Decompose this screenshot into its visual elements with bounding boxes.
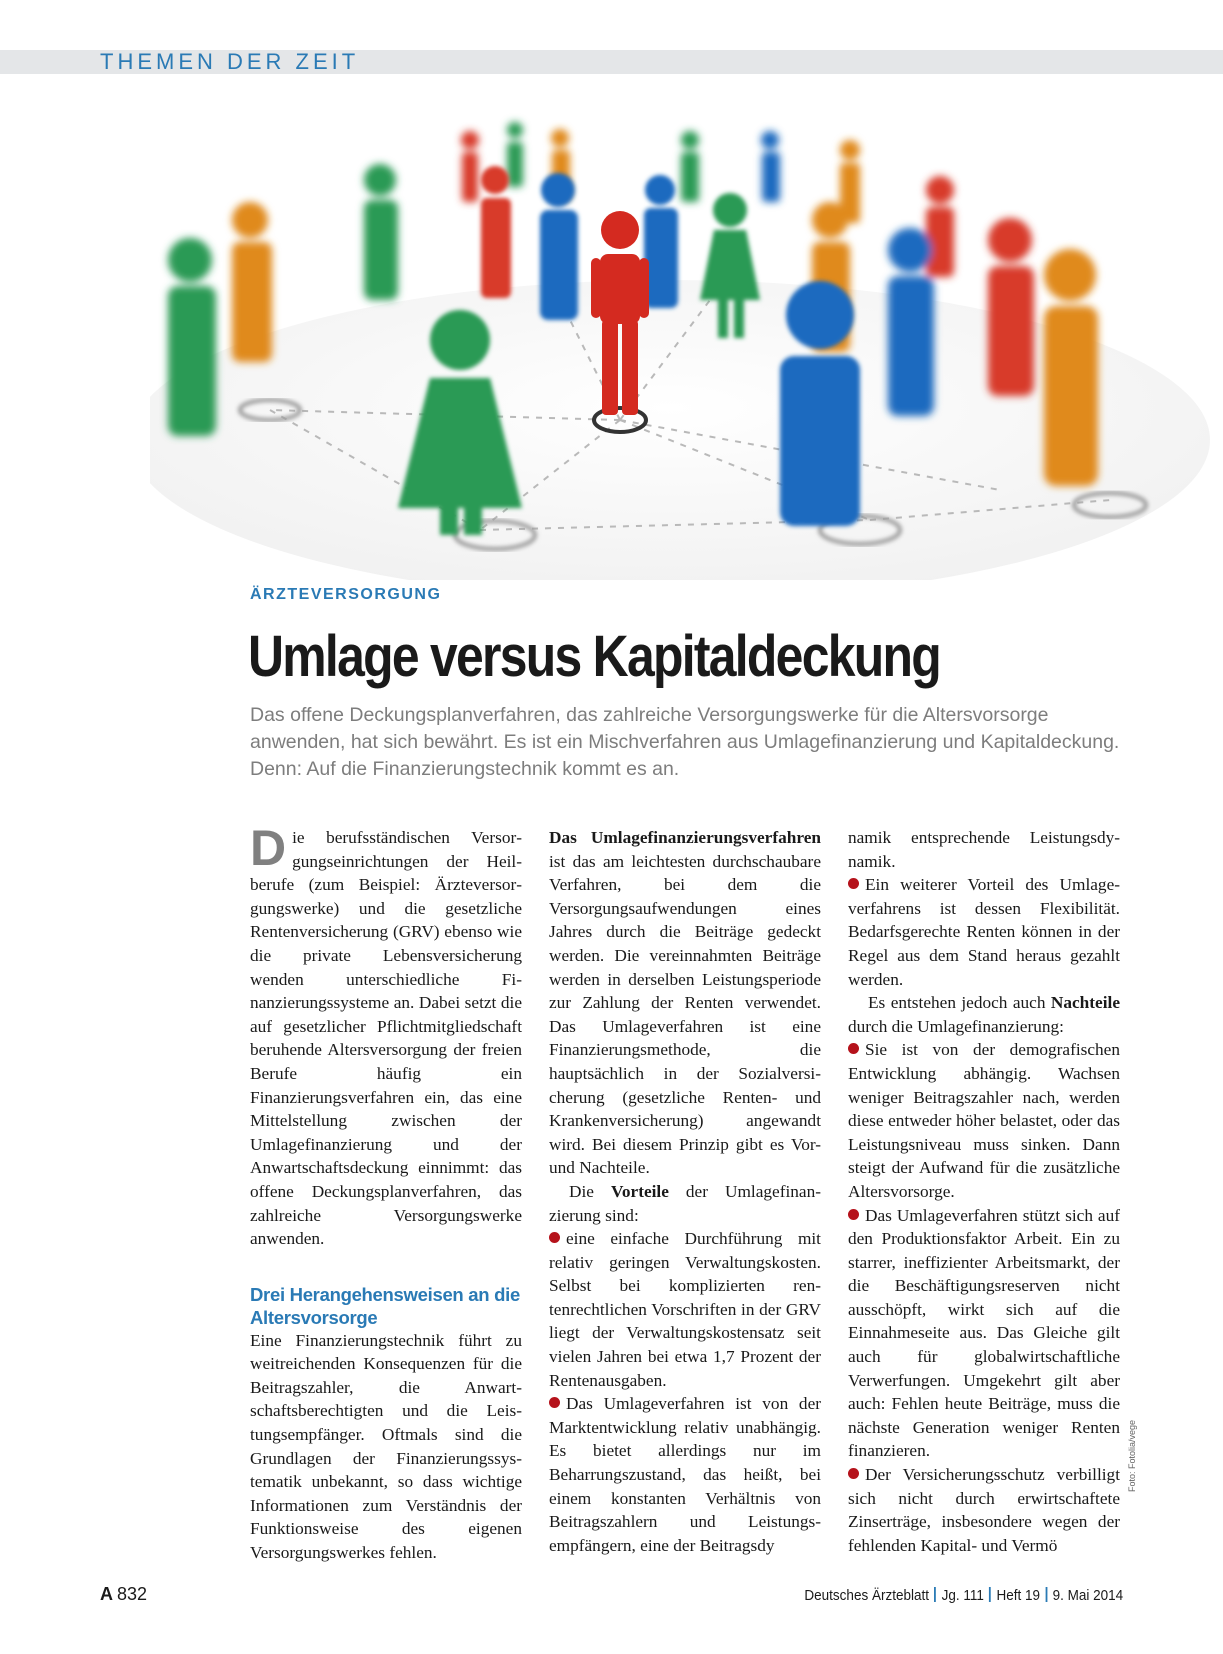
bullet-text: eine einfache Durchführung mit relativ geringen Verwaltungskosten. Selbst bei komplizierten rentenrechtlichen Vorschriften in der GRV liegt der Verwaltungskostensatz seit vielen Jahren bei etwa 1,7 Prozent der Rentenausgaben.: [549, 1229, 821, 1390]
paragraph-text: Es entstehen jedoch auch: [868, 993, 1051, 1013]
paragraph-text: ist das am leichtesten durchschaubare Verfahren, bei dem die Versorgungsaufwendungen eines Jahres durch die Beiträge gedeckt werden. Die vereinnahmten Beiträge werden in derselben Leistungsperiode zur Zahlung der Renten verwendet. Das Umlageverfahren ist eine Finanzierungsmethode, die hauptsächlich in der Sozialversicherung (gesetzliche Renten- und Krankenversicherung) angewandt wird. Bei diesem Prinzip gibt es Vor- und Nachteile.: [549, 851, 821, 1178]
drop-cap: D: [250, 820, 287, 876]
bullet-item: [848, 873, 1120, 991]
text-column-2: [549, 826, 821, 1557]
page-number: [100, 1584, 147, 1605]
bullet-text: Der Versicherungsschutz verbilligt sich nicht durch erwirtschaftete Zinserträge, insbesondere wegen der fehlenden Kapital- und Vermö: [848, 1465, 1120, 1555]
bullet-dot-icon: [848, 878, 859, 889]
paragraph-text: Die: [569, 1181, 611, 1201]
bullet-dot-icon: [848, 1043, 859, 1054]
footer-citation: [804, 1587, 1123, 1604]
bullet-item: [848, 1038, 1120, 1203]
bullet-text: Sie ist von der demografischen Entwicklung abhängig. Wachsen weniger Beitragszahler nach, werden diese entweder höher belastet, oder das Leistungsniveau muss sinken. Dann steigt der Aufwand für die zusätzliche Altersvorsorge.: [848, 1040, 1120, 1201]
section-label: THEMEN DER ZEIT: [100, 49, 360, 74]
paragraph: namik entsprechende Leistungsdynamik.: [848, 828, 1120, 871]
bullet-dot-icon: [848, 1468, 859, 1479]
text-column-1: [250, 820, 522, 1565]
paragraph: [848, 991, 1120, 1038]
bullet-text: Das Umlageverfahren ist von der Marktentwicklung relativ unabhängig. Es bietet allerdings nur im Beharrungszustand, das heißt, bei einem konstanten Verhältnis von Beitragszahlern und Leistungsempfängern, eine der Beitragsdy: [549, 1394, 821, 1555]
text-column-3: [848, 826, 1120, 1557]
paragraph-text: der Umlagefinanzierung sind:: [549, 1181, 821, 1225]
paragraph: [549, 826, 821, 1180]
separator: [1045, 1587, 1047, 1602]
article-headline: Umlage versus Kapitaldeckung: [248, 624, 940, 689]
photo-credit: Foto: Fotolia/vege: [1127, 1419, 1137, 1492]
paragraph: [549, 1180, 821, 1227]
bullet-text: Ein weiterer Vorteil des Umlageverfahrens ist dessen Flexibilität. Bedarfsgerechte Renten können in der Regel aus dem Stand heraus gezahlt werden.: [848, 875, 1120, 989]
article-kicker: ÄRZTEVERSORGUNG: [250, 586, 442, 603]
journal-name: Deutsches Ärzteblatt: [804, 1587, 929, 1604]
issue-date: 9. Mai 2014: [1052, 1587, 1123, 1604]
bullet-item: [549, 1392, 821, 1557]
paragraph: Eine Finanzierungstechnik führt zu weitreichenden Konsequenzen für die Beitragszahler, die Anwartschaftsberechtigten und die Leistungsempfänger. Oftmals sind die Grundlagen der Finanzierungssystematik unbekannt, so dass wichtige Informationen zum Verständnis der Funktionsweise des eigenen Versorgungswerkes fehlen.: [250, 1330, 522, 1563]
bullet-item: [848, 1204, 1120, 1464]
bullet-item: [848, 1463, 1120, 1557]
bold-term: Das Umlagefinanzierungsverfahren: [549, 828, 821, 847]
bold-term: Nachteile: [1050, 993, 1120, 1013]
page-prefix: A: [100, 1584, 113, 1604]
bullet-dot-icon: [549, 1232, 560, 1243]
hero-illustration: [150, 110, 1210, 580]
article-lead: Das offene Deckungsplanverfahren, das zahlreiche Versorgungswerke für die Altersvorsorge anwenden, hat sich bewährt. Es ist ein Mischverfahren aus Umlagefinanzierung und Kapitaldeckung. Denn: Auf die Finanzierungstechnik kommt es an.: [250, 704, 1120, 780]
bullet-text: Das Umlageverfahren stützt sich auf den Produktionsfaktor Arbeit. Ein zu starrer, ineffizienter Arbeitsmarkt, der die Beschäftigungsreserven nicht ausschöpft, wirkt sich auf die Einnahmeseite aus. Das Gleiche gilt auch für globalwirtschaftliche Verwerfungen. Umgekehrt gilt aber auch: Fehlen heute Beiträge, muss die nächste Generation weniger Renten finanzieren.: [848, 1205, 1120, 1461]
journal-issue: Heft 19: [996, 1587, 1040, 1604]
intro-paragraph: [250, 820, 522, 1251]
paragraph-text: durch die Umlagefinanzierung:: [848, 1016, 1064, 1036]
bullet-item: [549, 1227, 821, 1392]
intro-text: ie berufsständischen Versorgungseinrichtungen der Heilberufe (zum Beispiel: Ärzteversorgungswerke) und die gesetzliche Rentenversicherung (GRV) ebenso wie die private Lebensversicherung wenden unterschiedliche Finanzierungssysteme an. Dabei setzt die auf gesetzlicher Pflichtmitgliedschaft beruhende Altersversorgung der freien Berufe häufig ein Finanzierungsverfahren ein, das eine Mittelstellung zwischen der Umlagefinanzierung und der Anwartschaftsdeckung einnimmt: das offene Deckungsplanverfahren, das zahlreiche Versorgungswerke anwenden.: [250, 828, 522, 1249]
bullet-dot-icon: [848, 1209, 859, 1220]
page-number-value: 832: [117, 1584, 148, 1604]
journal-volume: Jg. 111: [941, 1587, 984, 1604]
separator: [989, 1587, 991, 1602]
bold-term: Vorteile: [610, 1181, 669, 1201]
separator: [934, 1587, 936, 1602]
subheading: Drei Herangehensweisen an die Altersvorsorge: [250, 1283, 520, 1328]
bullet-dot-icon: [549, 1397, 560, 1408]
